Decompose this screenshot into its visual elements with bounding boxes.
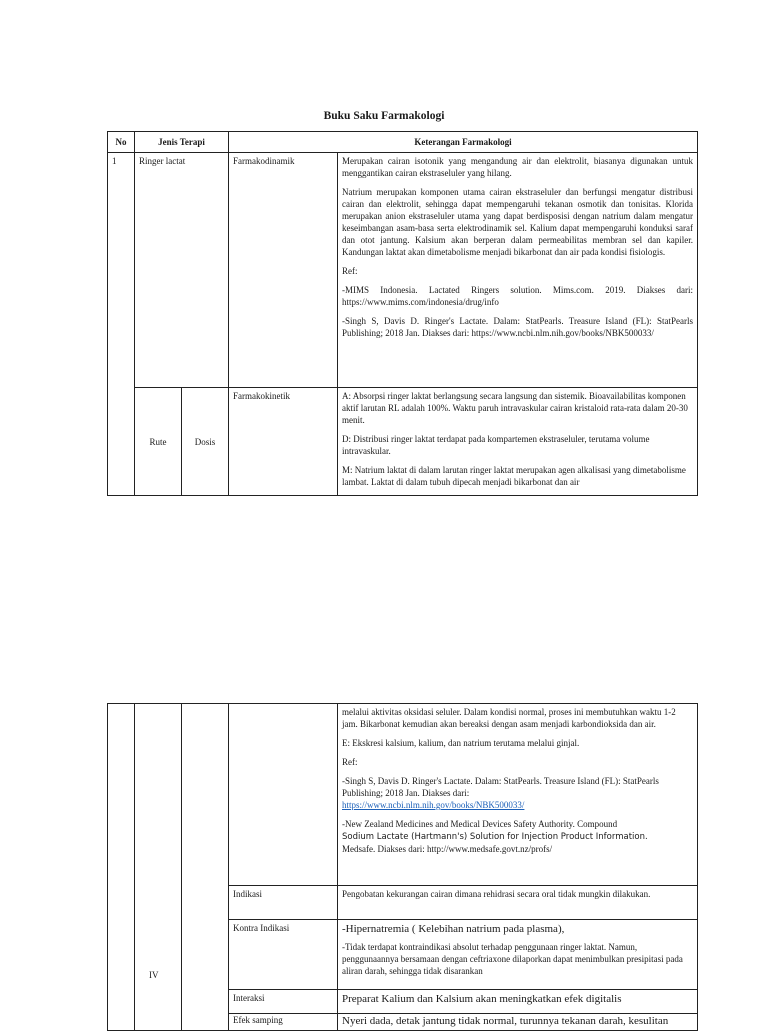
metabolisme-continued: melalui aktivitas oksidasi seluler. Dalam kondisi normal, proses ini membutuhkan waktu 1-2 jam. Bikarbonat kemudian akan bereaksi dengan asam menjadi karbondioksida dan air. <box>342 707 676 729</box>
farmakodinamik-paragraph-1: Merupakan cairan isotonik yang mengandung air dan elektrolit, biasanya digunakan untuk menggantikan cairan ekstraseluler yang hilang. <box>342 156 694 178</box>
efek-samping-content <box>338 1014 698 1031</box>
header-no: No <box>108 132 135 153</box>
drug-name: Ringer lactat <box>135 153 229 388</box>
header-keterangan: Keterangan Farmakologi <box>229 132 698 153</box>
farmakokinetik-content <box>338 388 698 496</box>
interaksi-label: Interaksi <box>229 990 338 1014</box>
number-column-continued <box>108 704 135 1031</box>
kontra-indikasi-2: -Tidak terdapat kontraindikasi absolut terhadap penggunaan ringer laktat. Namun, penggunaannya bersamaan dengan ceftriaxone dilaporkan dapat menimbulkan presipitasi pada aliran darah, sehingga tidak disarankan <box>342 942 683 976</box>
pharmacology-table-page-1 <box>107 131 698 496</box>
ref-heading: Ref: <box>342 266 358 276</box>
absorpsi-text: A: Absorpsi ringer laktat berlangsung secara langsung dan sistemik. Bioavailabilitas komponen aktif larutan RL adalah 100%. Waktu paruh intravaskular cairan kristaloid rata-rata dalam 20-30 menit. <box>342 391 688 425</box>
kontra-indikasi-1: -Hipernatremia ( Kelebihan natrium pada plasma), <box>342 923 565 935</box>
route-iv-label: IV <box>149 970 159 980</box>
efek-samping-text: Nyeri dada, detak jantung tidak normal, turunnya tekanan darah, kesulitan <box>342 1015 669 1027</box>
indikasi-content <box>338 886 698 920</box>
dosis-column <box>182 704 229 1031</box>
reference-statpearls-2 <box>342 775 693 811</box>
ekskresi-text: E: Ekskresi kalsium, kalium, dan natrium terutama melalui ginjal. <box>342 738 580 748</box>
farmakodinamik-paragraph-2: Natrium merupakan komponen utama cairan ekstraseluler dan berfungsi mengatur distribusi cairan dan elektrolit, sehingga dapat mempengaruhi tekanan osmotik dan tonisitas. Klorida merupakan anion ekstraseluler utama yang dapat berdisposisi dengan natrium dalam mengatur keseimbangan asam-basa serta elektrodinamik sel. Kalium dapat mempengaruhi konduksi saraf dan otot jantung. Kalsium akan berperan dalam permeabilitas membran sel dan kapiler. Kandungan laktat akan dimetabolisme menjadi bikarbonat dan air pada kondisi fisiologis. <box>342 187 694 257</box>
rute-label: Rute <box>135 388 182 496</box>
reference-mims: -MIMS Indonesia. Lactated Ringers solution. Mims.com. 2019. Diakses dari: https://www.mims.com/indonesia/drug/info <box>342 285 694 307</box>
dosis-label: Dosis <box>182 388 229 496</box>
reference-statpearls: -Singh S, Davis D. Ringer's Lactate. Dalam: StatPearls. Treasure Island (FL): StatPearls Publishing; 2018 Jan. Diakses dari: https://www.ncbi.nlm.nih.gov/books/NBK500033/ <box>342 316 694 338</box>
ref-heading-2: Ref: <box>342 757 358 767</box>
farmakokinetik-content-continued <box>338 704 698 886</box>
pharmacology-table-page-2 <box>107 703 698 1031</box>
distribusi-text: D: Distribusi ringer laktat terdapat pada kompartemen ekstraseluler, terutama volume intravaskular. <box>342 434 650 456</box>
farmakodinamik-content <box>338 153 698 388</box>
interaksi-text: Preparat Kalium dan Kalsium akan meningkatkan efek digitalis <box>342 993 622 1005</box>
header-jenis-terapi: Jenis Terapi <box>135 132 229 153</box>
kontra-indikasi-label: Kontra Indikasi <box>229 920 338 990</box>
indikasi-text: Pengobatan kekurangan cairan dimana rehidrasi secara oral tidak mungkin dilakukan. <box>342 889 651 899</box>
reference-medsafe <box>342 818 693 855</box>
reference-statpearls-link[interactable]: https://www.ncbi.nlm.nih.gov/books/NBK500033/ <box>342 800 525 810</box>
reference-medsafe-line-3: Medsafe. Diakses dari: http://www.medsafe.govt.nz/profs/ <box>342 844 553 854</box>
reference-statpearls-2-text: -Singh S, Davis D. Ringer's Lactate. Dalam: StatPearls. Treasure Island (FL): StatPearls Publishing; 2018 Jan. Diakses dari: <box>342 776 659 798</box>
page-title: Buku Saku Farmakologi <box>323 110 445 122</box>
metabolisme-text: M: Natrium laktat di dalam larutan ringer laktat merupakan agen alkalisasi yang dimetabolisme lambat. Laktat di dalam tubuh dipecah menjadi bikarbonat dan air <box>342 465 686 487</box>
efek-samping-label: Efek samping <box>229 1014 338 1031</box>
interaksi-content <box>338 990 698 1014</box>
row-number: 1 <box>108 153 135 496</box>
rute-column <box>135 704 182 1031</box>
indikasi-label: Indikasi <box>229 886 338 920</box>
reference-medsafe-line-1: -New Zealand Medicines and Medical Devices Safety Authority. Compound <box>342 819 618 829</box>
farmakokinetik-label: Farmakokinetik <box>229 388 338 496</box>
kontra-indikasi-content <box>338 920 698 990</box>
reference-medsafe-line-2: Sodium Lactate (Hartmann's) Solution for Injection Product Information. <box>342 832 648 842</box>
farmakokinetik-label-continued <box>229 704 338 886</box>
farmakodinamik-label: Farmakodinamik <box>229 153 338 388</box>
